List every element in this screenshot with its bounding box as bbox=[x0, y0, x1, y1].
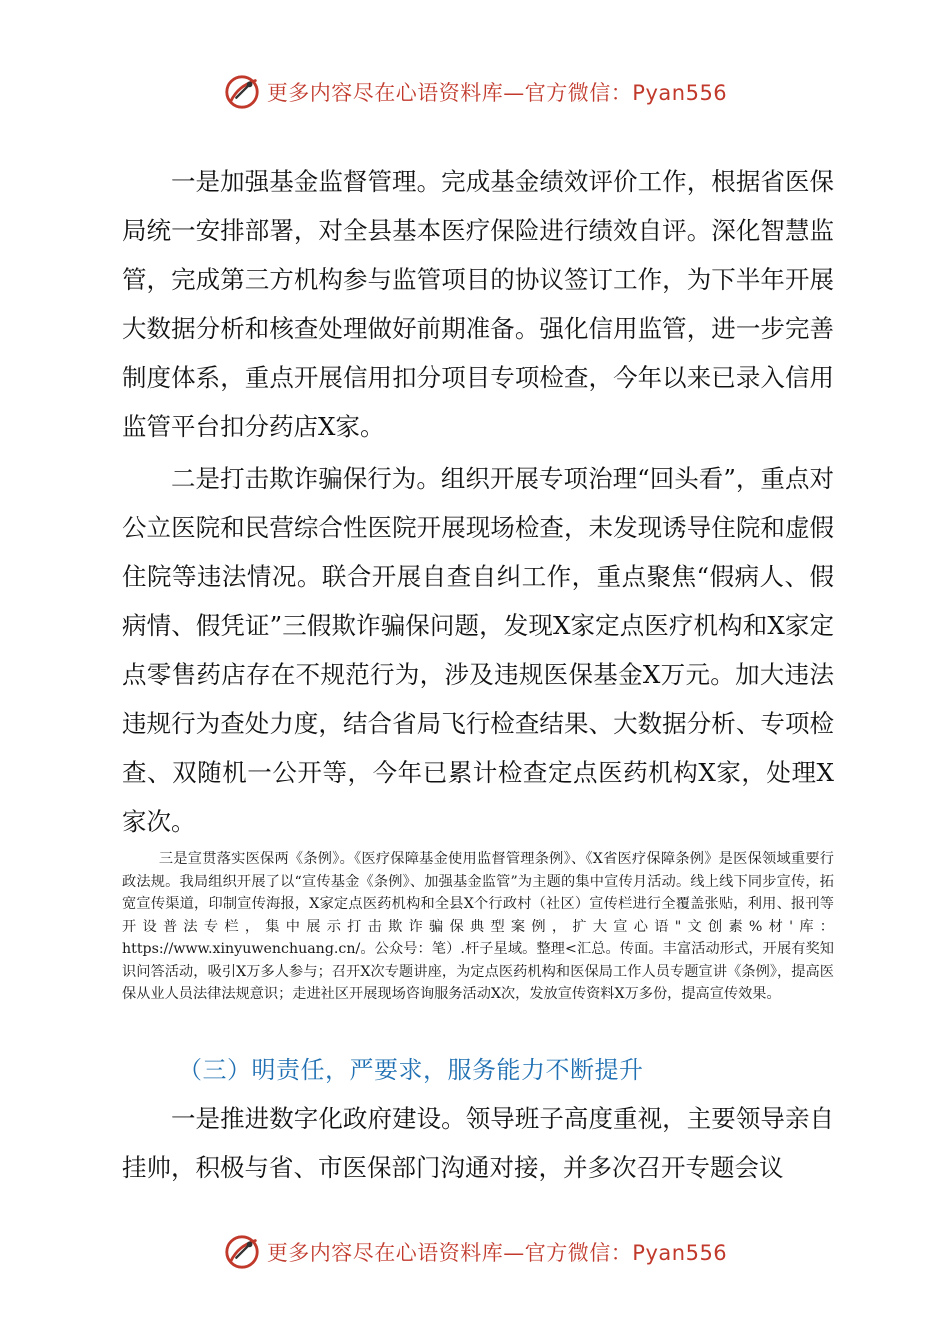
footer-banner bbox=[0, 1232, 950, 1272]
footer-banner-text: 更多内容尽在心语资料库—官方微信：Pyan556 bbox=[266, 1241, 728, 1265]
header-banner-text: 更多内容尽在心语资料库—官方微信：Pyan556 bbox=[266, 81, 728, 105]
paragraph-digital-government: 一是推进数字化政府建设。领导班子高度重视，主要领导亲自挂帅，积极与省、市医保部门沟通对接，并多次召开专题会议 bbox=[122, 1104, 834, 1182]
logo-icon bbox=[223, 73, 261, 111]
paragraph-fund-supervision: 一是加强基金监督管理。完成基金绩效评价工作，根据省医保局统一安排部署，对全县基本医疗保险进行绩效自评。深化智慧监管，完成第三方机构参与监管项目的协议签订工作，为下半年开展大数据分析和核查处理做好前期准备。强化信用监管，进一步完善制度体系，重点开展信用扣分项目专项检查，今年以来已录入信用监管平台扣分药店X家。 bbox=[122, 167, 834, 441]
paragraph-fraud-crackdown: 二是打击欺诈骗保行为。组织开展专项治理“回头看”，重点对公立医院和民营综合性医院开展现场检查，未发现诱导住院和虚假住院等违法情况。联合开展自查自纠工作，重点聚焦“假病人、假病情、假凭证”三假欺诈骗保问题，发现X家定点医疗机构和X家定点零售药店存在不规范行为，涉及违规医保基金X万元。加大违法违规行为查处力度，结合省局飞行检查结果、大数据分析、专项检查、双随机一公开等，今年已累计检查定点医药机构X家，处理X家次。 bbox=[122, 464, 834, 836]
header-banner bbox=[0, 72, 950, 112]
paragraph-regulation-publicity: 三是宣贯落实医保两《条例》。《医疗保障基金使用监督管理条例》、《X省医疗保障条例》是医保领域重要行政法规。我局组织开展了以“宣传基金《条例》、加强基金监管”为主题的集中宣传月活动。线上线下同步宣传，拓宽宣传渠道，印制宣传海报，X家定点医药机构和全县X个行政村（社区）宣传栏进行全覆盖张贴，利用、报刊等开设普法专栏，集中展示打击欺诈骗保典型案例，扩大宣心语"文创素%材'库：https://www.xinyuwenchuang.cn/。公众号：笔）.杆子星域。整理<汇总。传面。丰富活动形式，开展有奖知识问答活动，吸引X万多人参与；召开X次专题讲座，为定点医药机构和医保局工作人员专题宣讲《条例》，提高医保从业人员法律法规意识；走进社区开展现场咨询服务活动X次，发放宣传资料X万多份，提高宣传效果。 bbox=[122, 851, 834, 1002]
section-heading: （三）明责任，严要求，服务能力不断提升 bbox=[178, 1056, 644, 1084]
logo-icon bbox=[223, 1233, 261, 1271]
